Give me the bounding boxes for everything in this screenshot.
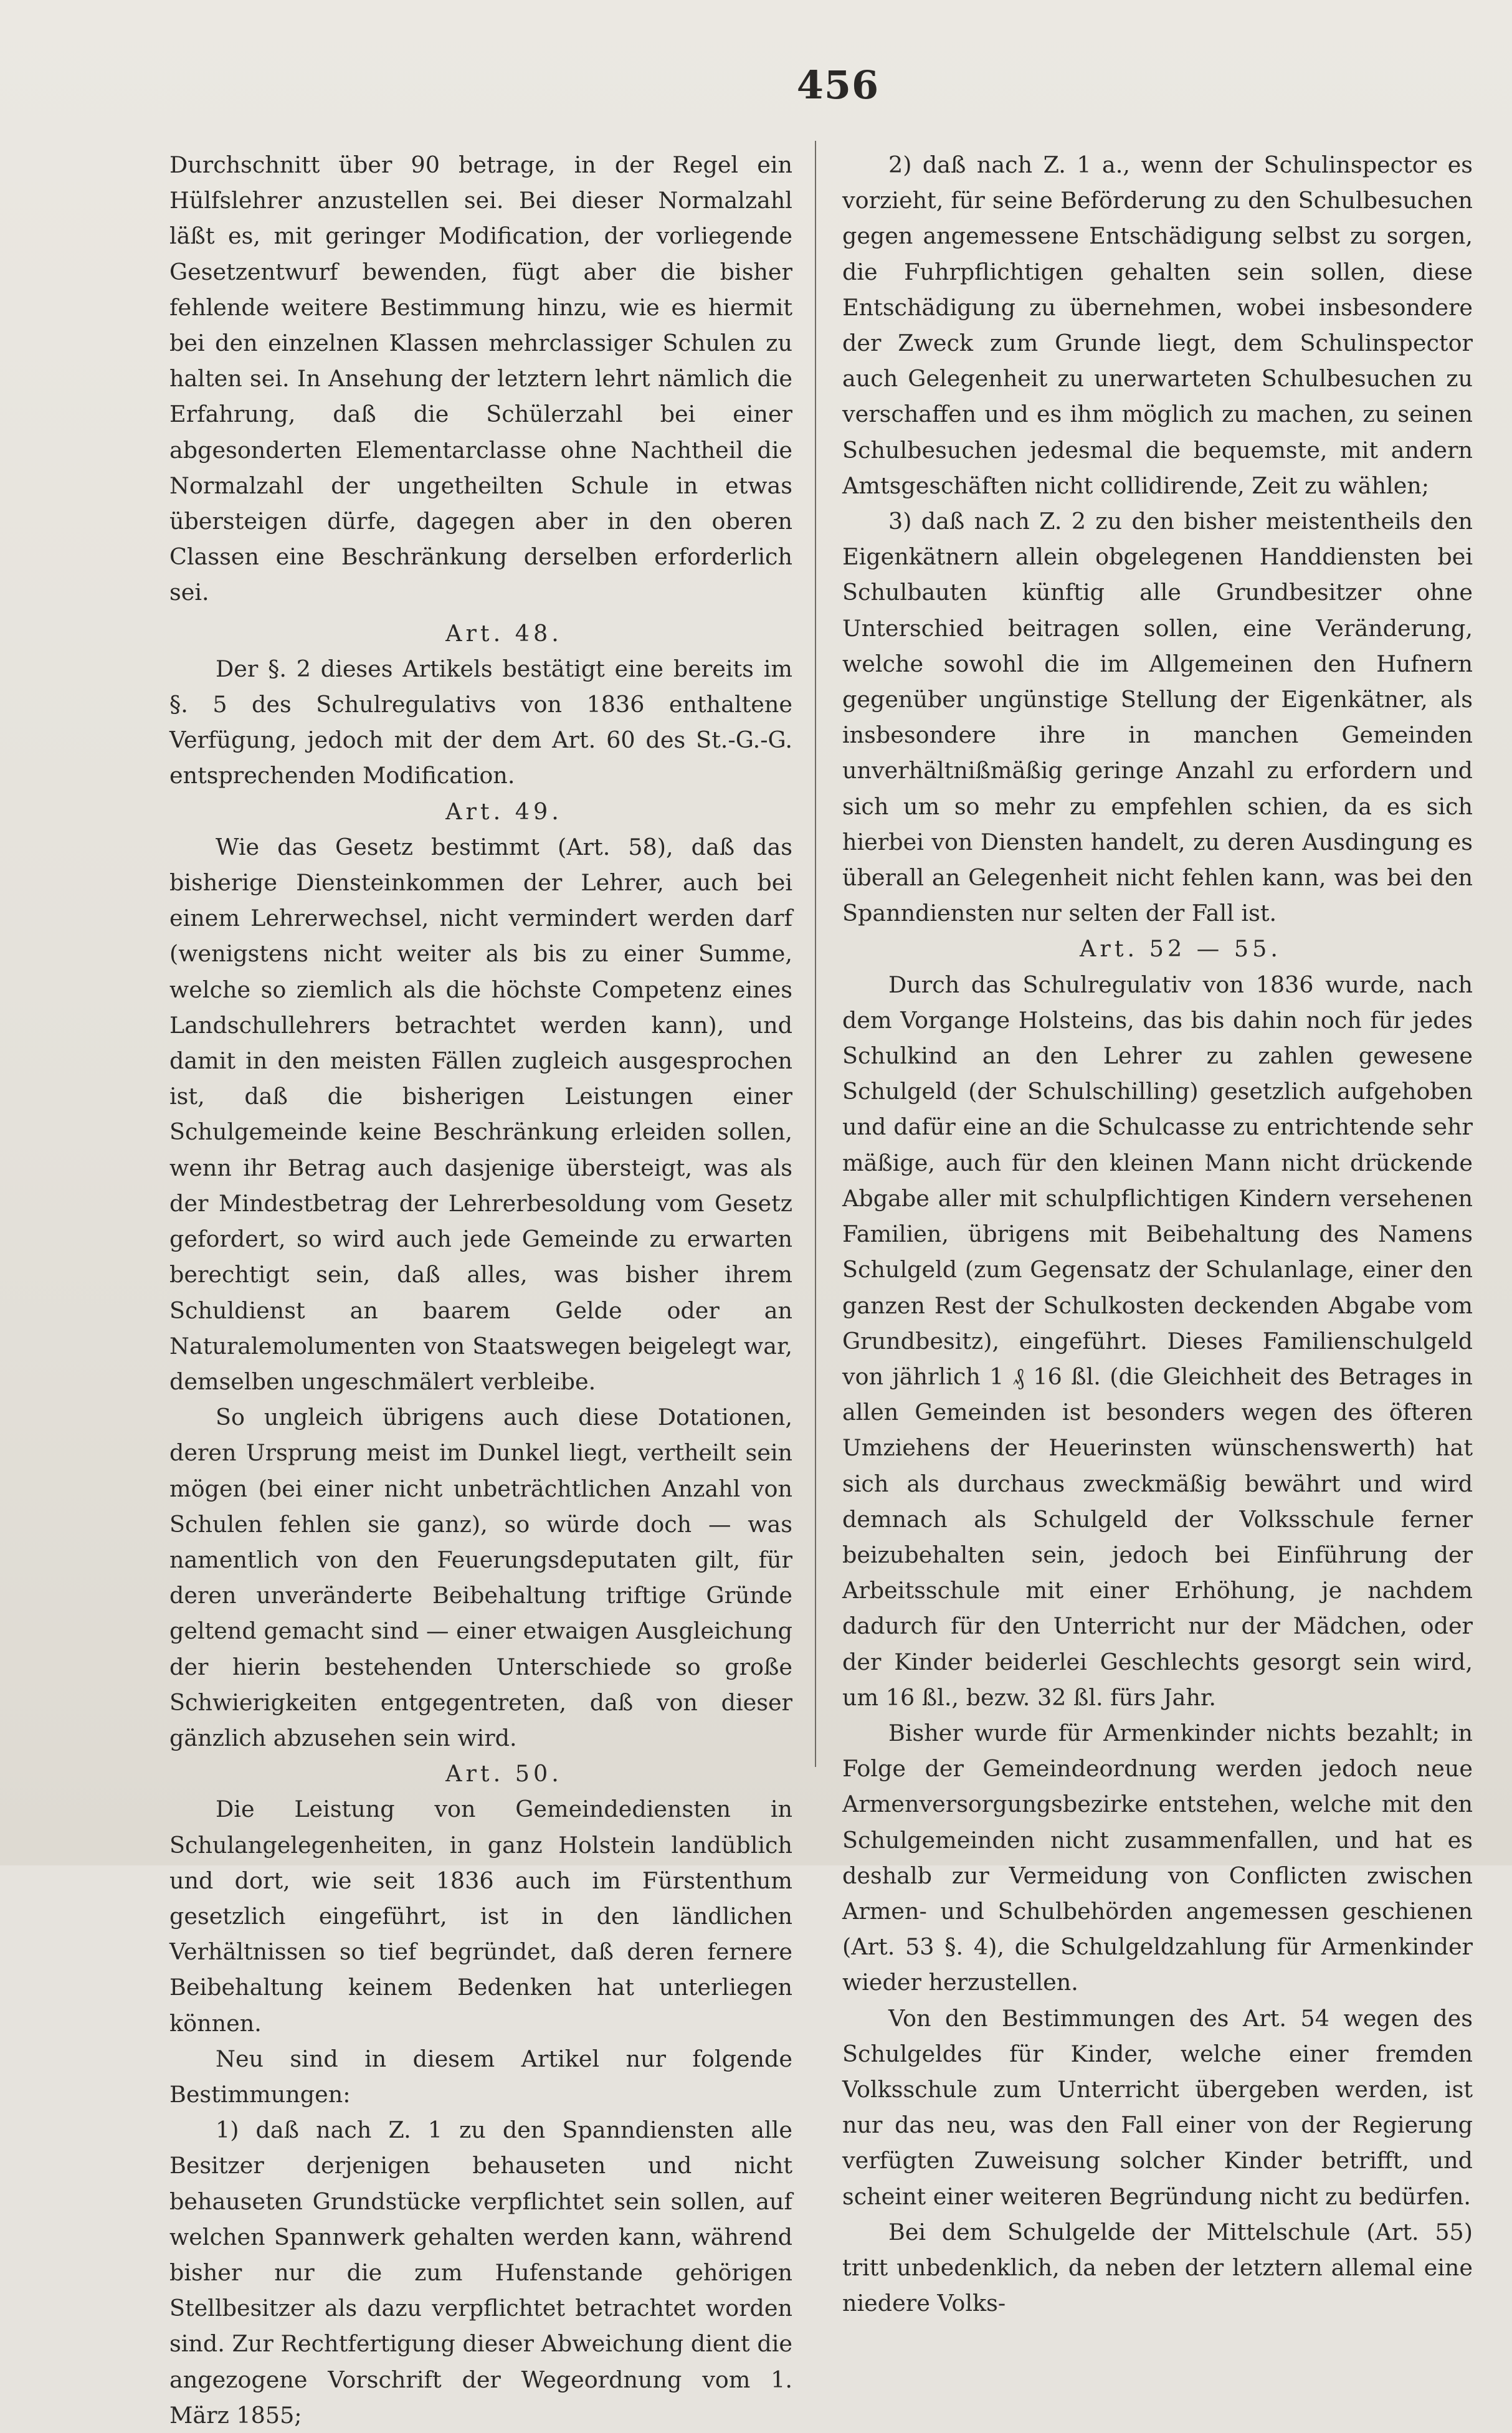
paragraph-art-50-2: Neu sind in diesem Artikel nur folgende Bestimmungen: [169, 2045, 792, 2108]
heading-art-49: Art. 49. [445, 798, 563, 825]
paragraph-art-49-1: Wie das Gesetz bestimmt (Art. 58), daß das bisherige Diensteinkommen der Lehrer, auch bei einem Lehrerwechsel, nicht vermindert werden darf (wenigstens nicht weiter als bis zu einer Summe, welche so ziemlich als die höchste Competenz eines Landschullehrers betrachtet werden kann), und damit in den meisten Fällen zugleich ausgesprochen ist, daß die bisherigen Leistungen einer Schulgemeinde keine Beschränkung erleiden sollen, wenn ihr Betrag auch dasjenige übersteigt, was als der Mindestbetrag der Lehrerbesoldung vom Gesetz gefordert, so wird auch jede Gemeinde zu erwarten berechtigt sein, daß alles, was bisher ihrem Schuldienst an baarem Gelde oder an Naturalemolumenten von Staatswegen beigelegt war, demselben ungeschmälert verbleibe. [169, 833, 792, 1395]
list-item-3: 3) daß nach Z. 2 zu den bisher meistentheils den Eigenkätnern allein obgelegenen Handdiensten bei Schulbauten künftig alle Grundbesitzer ohne Unterschied beitragen sollen, eine Veränderung, welche sowohl die im Allgemeinen den Hufnern gegenüber ungünstige Stellung der Eigenkätner, als insbesondere ihre in manchen Gemeinden unverhältnißmäßig geringe Anzahl zu erfordern und sich um so mehr zu empfehlen schien, da es sich hierbei von Diensten handelt, zu deren Ausdingung es überall an Gelegenheit nicht fehlen kann, was bei den Spanndiensten nur selten der Fall ist. [842, 508, 1473, 927]
paragraph-continuation: Durchschnitt über 90 betrage, in der Regel ein Hülfslehrer anzustellen sei. Bei dieser Normalzahl läßt es, mit geringer Modification, der vorliegende Gesetzentwurf bewenden, fügt aber die bisher fehlende weitere Bestimmung hinzu, wie es hiermit bei den einzelnen Klassen mehrclassiger Schulen zu halten sei. In Ansehung der letztern lehrt nämlich die Erfahrung, daß die Schülerzahl bei einer abgesonderten Elementarclasse ohne Nachtheil die Normalzahl der ungetheilten Schule in etwas übersteigen dürfe, dagegen aber in den oberen Classen eine Beschränkung derselben erforderlich sei. [169, 151, 792, 606]
column-divider [815, 141, 816, 1767]
list-item-2: 2) daß nach Z. 1 a., wenn der Schulinspector es vorzieht, für seine Beförderung zu den Schulbesuchen gegen angemessene Entschädigung selbst zu sorgen, die Fuhrpflichtigen gehalten sein sollen, diese Entschädigung zu übernehmen, wobei insbesondere der Zweck zum Grunde liegt, dem Schulinspector auch Gelegenheit zu unerwarteten Schulbesuchen zu verschaffen und es ihm möglich zu machen, zu seinen Schulbesuchen jedesmal die bequemste, mit andern Amtsgeschäften nicht collidirende, Zeit zu wählen; [842, 151, 1473, 499]
paragraph-art-52-2: Bisher wurde für Armenkinder nichts bezahlt; in Folge der Gemeindeordnung werden jedoch neue Armenversorgungsbezirke entstehen, welche mit den Schulgemeinden nicht zusammenfallen, und hat es deshalb zur Vermeidung von Conflicten zwischen Armen- und Schulbehörden angemessen geschienen (Art. 53 §. 4), die Schulgeldzahlung für Armenkinder wieder herzustellen. [842, 1719, 1473, 1996]
paragraph-art-49-2: So ungleich übrigens auch diese Dotationen, deren Ursprung meist im Dunkel liegt, vertheilt sein mögen (bei einer nicht unbeträchtlichen Anzahl von Schulen fehlen sie ganz), so würde doch — was namentlich von den Feuerungsdeputaten gilt, für deren unveränderte Beibehaltung triftige Gründe geltend gemacht sind — einer etwaigen Ausgleichung der hierin bestehenden Unterschiede so große Schwierigkeiten entgegentreten, daß von dieser gänzlich abzusehen sein wird. [169, 1404, 792, 1751]
page-number: 456 [796, 62, 880, 108]
paragraph-art-52-3: Von den Bestimmungen des Art. 54 wegen des Schulgeldes für Kinder, welche einer fremden Volksschule zum Unterricht übergeben werden, ist nur das neu, was den Fall einer von der Regierung verfügten Zuweisung solcher Kinder betrifft, und scheint einer weiteren Begründung nicht zu bedürfen. [842, 2004, 1473, 2210]
paragraph-art-48: Der §. 2 dieses Artikels bestätigt eine bereits im §. 5 des Schulregulativs von 1836 enthaltene Verfügung, jedoch mit der dem Art. 60 des St.-G.-G. entsprechenden Modification. [169, 655, 792, 789]
heading-art-50: Art. 50. [445, 1760, 563, 1788]
paragraph-art-50-1: Die Leistung von Gemeindediensten in Schulangelegenheiten, in ganz Holstein landüblich und dort, wie seit 1836 auch im Fürstenthum gesetzlich eingeführt, ist in den ländlichen Verhältnissen so tief begründet, daß deren fernere Beibehaltung keinem Bedenken hat unterliegen können. [169, 1796, 792, 2037]
list-item-1: 1) daß nach Z. 1 zu den Spanndiensten alle Besitzer derjenigen behauseten und nicht behauseten Grundstücke verpflichtet sein sollen, auf welchen Spannwerk gehalten werden kann, während bisher nur die zum Hufenstande gehörigen Stellbesitzer als dazu verpflichtet betrachtet worden sind. Zur Rechtfertigung dieser Abweichung dient die angezogene Vorschrift der Wegeordnung vom 1. März 1855; [169, 2116, 792, 2429]
paragraph-art-52-1: Durch das Schulregulativ von 1836 wurde, nach dem Vorgange Holsteins, das bis dahin noch für jedes Schulkind an den Lehrer zu zahlen gewesene Schulgeld (der Schulschilling) gesetzlich aufgehoben und dafür eine an die Schulcasse zu entrichtende sehr mäßige, auch für den kleinen Mann nicht drückende Abgabe aller mit schulpflichtigen Kindern versehenen Familien, übrigens mit Beibehaltung des Namens Schulgeld (zum Gegensatz der Schulanlage, einer den ganzen Rest der Schulkosten deckenden Abgabe vom Grundbesitz), eingeführt. Dieses Familienschulgeld von jährlich 1 ₰ 16 ßl. (die Gleichheit des Betrages in allen Gemeinden ist besonders wegen des öfteren Umziehens der Heuerinsten wünschenswerth) hat sich als durchaus zweckmäßig bewährt und wird demnach als Schulgeld der Volksschule ferner beizubehalten sein, jedoch bei Einführung der Arbeitsschule mit einer Erhöhung, je nachdem dadurch für den Unterricht nur der Mädchen, oder der Kinder beiderlei Geschlechts gesorgt sein wird, um 16 ßl., bezw. 32 ßl. fürs Jahr. [842, 971, 1473, 1711]
paragraph-art-52-4: Bei dem Schulgelde der Mittelschule (Art. 55) tritt unbedenklich, da neben der letztern allemal eine niedere Volks- [842, 2218, 1473, 2317]
heading-art-52-55: Art. 52 — 55. [1080, 935, 1281, 963]
left-column [169, 147, 792, 2433]
heading-art-48: Art. 48. [445, 619, 563, 647]
right-column [842, 147, 1473, 2321]
